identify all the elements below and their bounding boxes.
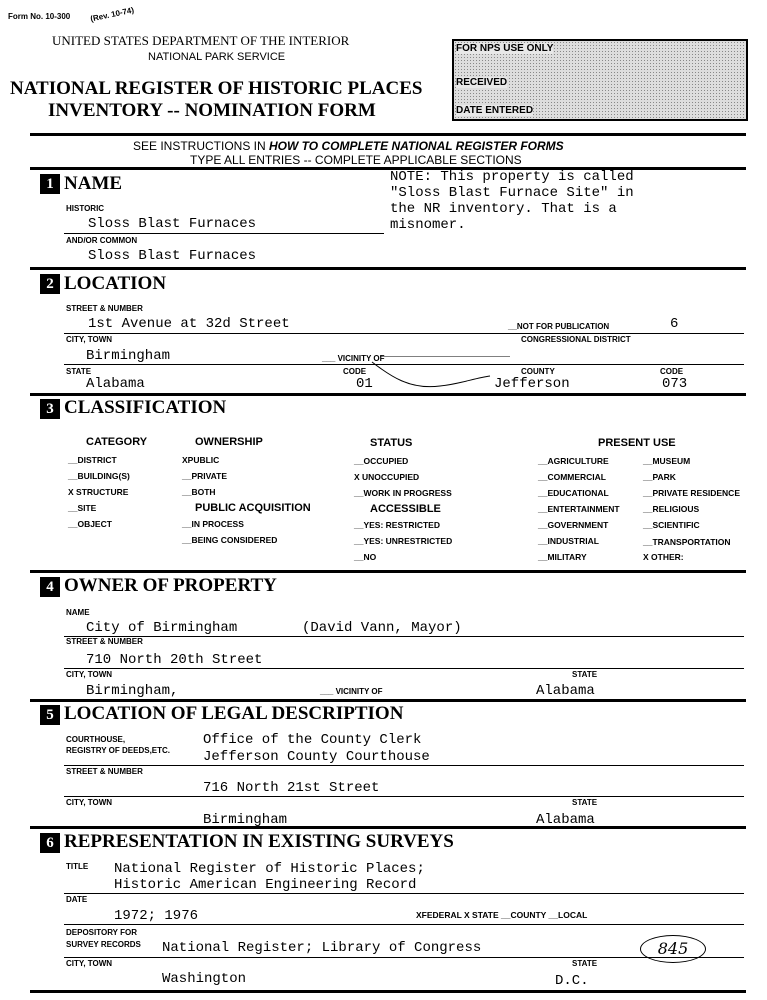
legal-street-value: 716 North 21st Street: [203, 780, 380, 796]
instructions-line2: TYPE ALL ENTRIES -- COMPLETE APPLICABLE SECTIONS: [190, 153, 522, 167]
form-revision: (Rev. 10-74): [89, 5, 135, 24]
street-value: 1st Avenue at 32d Street: [88, 316, 290, 332]
department-name: UNITED STATES DEPARTMENT OF THE INTERIOR: [52, 33, 350, 48]
owner-vicinity-of: ___ VICINITY OF: [320, 687, 383, 696]
section2-number: 2: [40, 274, 60, 294]
congressional-district-label: CONGRESSIONAL DISTRICT: [521, 335, 631, 344]
present-use-option: __INDUSTRIAL: [538, 536, 599, 546]
county-code-value: 073: [662, 376, 688, 392]
congressional-district-value: 6: [670, 316, 679, 332]
handwritten-number: 845: [640, 935, 706, 963]
status-option: __OCCUPIED: [354, 456, 409, 466]
courthouse-underline: [64, 765, 744, 766]
depository-value: National Register; Library of Congress: [162, 940, 482, 956]
registry-label: REGISTRY OF DEEDS,ETC.: [66, 746, 171, 755]
section6-top-rule: [30, 826, 746, 829]
section3-top-rule: [30, 393, 746, 396]
street-underline: [64, 333, 744, 334]
owner-name-underline: [64, 636, 744, 637]
present-use-option: X OTHER:: [643, 552, 684, 562]
note-line: the NR inventory. That is a: [390, 201, 617, 217]
county-code-label: CODE: [660, 367, 684, 376]
section4-number: 4: [40, 577, 60, 597]
historic-underline: [64, 233, 384, 234]
nr-note: [390, 169, 634, 233]
note-line: misnomer.: [390, 217, 466, 233]
common-label: AND/OR COMMON: [66, 236, 138, 245]
section4-title: OWNER OF PROPERTY: [64, 575, 277, 596]
present-use-option: __TRANSPORTATION: [643, 537, 731, 547]
instructions-prefix: SEE INSTRUCTIONS IN: [133, 139, 270, 153]
county-label: COUNTY: [521, 367, 555, 376]
section3-title: CLASSIFICATION: [64, 397, 227, 418]
present-use-option: __RELIGIOUS: [643, 504, 700, 514]
section3-number: 3: [40, 399, 60, 419]
city-town-label: CITY, TOWN: [66, 335, 113, 344]
section5-title: LOCATION OF LEGAL DESCRIPTION: [64, 703, 404, 724]
courthouse-value-line1: Office of the County Clerk: [203, 732, 422, 748]
status-option: X UNOCCUPIED: [354, 472, 420, 482]
form-title-line1: NATIONAL REGISTER OF HISTORIC PLACES: [10, 78, 423, 99]
present-use-option: __MILITARY: [538, 552, 587, 562]
accessible-heading: ACCESSIBLE: [370, 503, 441, 515]
ownership-option: XPUBLIC: [182, 455, 220, 465]
code-label: CODE: [343, 367, 367, 376]
state-code-value: 01: [356, 376, 373, 392]
ownership-option: __PRIVATE: [182, 471, 228, 481]
survey-date-label: DATE: [66, 895, 88, 904]
legal-street-underline: [64, 796, 744, 797]
accessible-option: __NO: [354, 552, 377, 562]
note-line: NOTE: This property is called: [390, 169, 634, 185]
legal-street-label: STREET & NUMBER: [66, 767, 143, 776]
survey-city-value: Washington: [162, 971, 247, 987]
nps-use-only-label: FOR NPS USE ONLY: [456, 43, 554, 54]
vicinity-of: ___ VICINITY OF: [322, 354, 385, 363]
owner-name-label: NAME: [66, 608, 90, 617]
present-use-option: __SCIENTIFIC: [643, 520, 700, 530]
present-use-option: __COMMERCIAL: [538, 472, 607, 482]
note-line: "Sloss Blast Furnace Site" in: [390, 185, 634, 201]
form-title-line2: INVENTORY -- NOMINATION FORM: [48, 100, 376, 121]
section1-number: 1: [40, 174, 60, 194]
survey-city-label: CITY, TOWN: [66, 959, 113, 968]
section4-top-rule: [30, 570, 746, 573]
county-value: Jefferson: [494, 376, 570, 392]
section2-top-rule: [30, 267, 746, 270]
present-use-heading: PRESENT USE: [598, 437, 676, 449]
nps-use-box: [452, 39, 748, 121]
survey-state-value: D.C.: [555, 973, 589, 989]
depository-label-line2: SURVEY RECORDS: [66, 940, 141, 949]
depository-label-line1: DEPOSITORY FOR: [66, 928, 137, 937]
present-use-option: __GOVERNMENT: [538, 520, 609, 530]
section6-title: REPRESENTATION IN EXISTING SURVEYS: [64, 831, 454, 852]
category-heading: CATEGORY: [86, 436, 148, 448]
form-number: Form No. 10-300: [8, 12, 71, 21]
category-option: __BUILDING(S): [68, 471, 130, 481]
present-use-option: __MUSEUM: [643, 456, 691, 466]
section2-title: LOCATION: [64, 273, 167, 294]
present-use-option: __PRIVATE RESIDENCE: [643, 488, 740, 498]
page-bottom-rule: [30, 990, 746, 993]
accessible-option: __YES: UNRESTRICTED: [354, 536, 453, 546]
historic-label: HISTORIC: [66, 204, 105, 213]
section1-top-rule: [30, 167, 746, 170]
legal-state-value: Alabama: [536, 812, 595, 828]
survey-date-value: 1972; 1976: [114, 908, 199, 924]
header-divider: [30, 133, 746, 136]
survey-date-underline: [64, 924, 744, 925]
common-name-value: Sloss Blast Furnaces: [88, 248, 257, 264]
state-label: STATE: [66, 367, 92, 376]
instructions-emphasis: HOW TO COMPLETE NATIONAL REGISTER FORMS: [269, 139, 564, 153]
courthouse-value-line2: Jefferson County Courthouse: [203, 749, 430, 765]
service-name: NATIONAL PARK SERVICE: [148, 51, 286, 63]
category-option: __OBJECT: [68, 519, 112, 529]
owner-city-value: Birmingham,: [86, 683, 179, 699]
ownership-heading: OWNERSHIP: [195, 436, 263, 448]
category-option: __SITE: [68, 503, 97, 513]
owner-name-value: City of Birmingham: [86, 620, 238, 636]
survey-title-label: TITLE: [66, 862, 89, 871]
city-value: Birmingham: [86, 348, 171, 364]
section6-number: 6: [40, 833, 60, 853]
legal-city-label: CITY, TOWN: [66, 798, 113, 807]
survey-title-line2: Historic American Engineering Record: [114, 877, 417, 893]
section5-top-rule: [30, 699, 746, 702]
instructions-line1: [133, 139, 564, 153]
street-number-label: STREET & NUMBER: [66, 304, 143, 313]
acquisition-option: __IN PROCESS: [182, 519, 244, 529]
survey-title-underline: [64, 893, 744, 894]
owner-name-extra: (David Vann, Mayor): [302, 620, 462, 636]
survey-title-line1: National Register of Historic Places;: [114, 861, 425, 877]
ownership-option: __BOTH: [182, 487, 216, 497]
public-acquisition-heading: PUBLIC ACQUISITION: [195, 502, 311, 514]
legal-state-label: STATE: [572, 798, 598, 807]
owner-state-label: STATE: [572, 670, 598, 679]
owner-street-value: 710 North 20th Street: [86, 652, 263, 668]
acquisition-option: __BEING CONSIDERED: [182, 535, 278, 545]
survey-levels: XFEDERAL X STATE __COUNTY __LOCAL: [416, 910, 588, 920]
category-option: X STRUCTURE: [68, 487, 129, 497]
present-use-option: __ENTERTAINMENT: [538, 504, 620, 514]
date-entered-label: DATE ENTERED: [456, 105, 534, 116]
historic-name-value: Sloss Blast Furnaces: [88, 216, 257, 232]
owner-city-label: CITY, TOWN: [66, 670, 113, 679]
section1-title: NAME: [64, 173, 123, 194]
section5-number: 5: [40, 705, 60, 725]
owner-street-underline: [64, 668, 744, 669]
courthouse-label: COURTHOUSE,: [66, 735, 126, 744]
owner-state-value: Alabama: [536, 683, 595, 699]
survey-state-label: STATE: [572, 959, 598, 968]
present-use-option: __PARK: [643, 472, 676, 482]
present-use-option: __AGRICULTURE: [538, 456, 609, 466]
present-use-option: __EDUCATIONAL: [538, 488, 609, 498]
state-value: Alabama: [86, 376, 145, 392]
status-heading: STATUS: [370, 437, 413, 449]
received-label: RECEIVED: [456, 77, 508, 88]
owner-street-label: STREET & NUMBER: [66, 637, 143, 646]
category-option: __DISTRICT: [68, 455, 117, 465]
handwritten-stroke: [370, 356, 510, 392]
not-for-publication: __NOT FOR PUBLICATION: [508, 322, 610, 331]
status-option: __WORK IN PROGRESS: [354, 488, 452, 498]
depository-underline: [64, 957, 744, 958]
legal-city-value: Birmingham: [203, 812, 288, 828]
accessible-option: __YES: RESTRICTED: [354, 520, 440, 530]
